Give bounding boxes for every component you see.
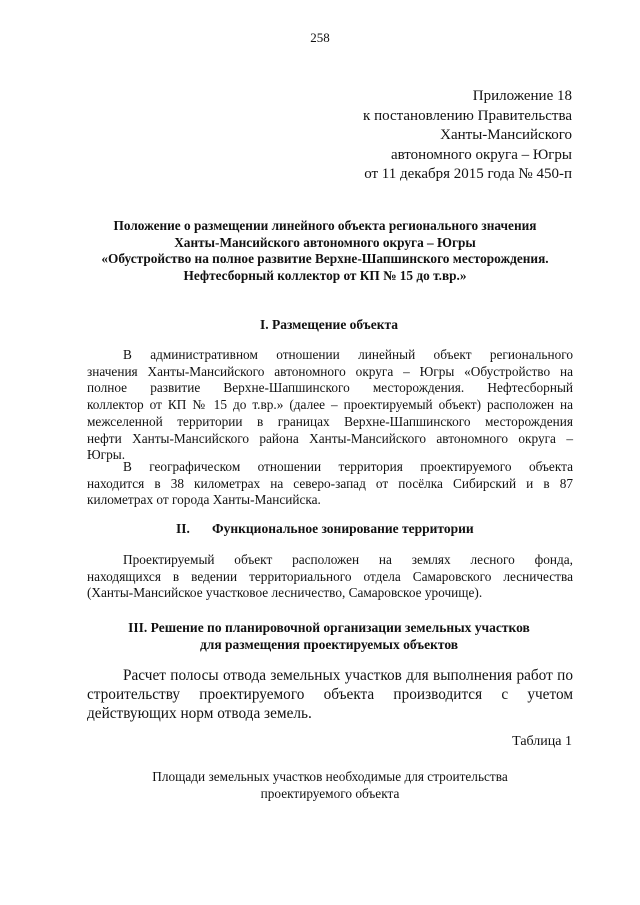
page-number: 258: [310, 30, 330, 45]
text-line: километрах от города Ханты-Мансийска.: [87, 492, 321, 508]
section3-paragraph: [87, 666, 573, 723]
appendix-line: Ханты-Мансийского: [440, 127, 572, 143]
section2-paragraph: [87, 552, 573, 602]
text-line: В административном отношении линейный объект регионального: [123, 347, 573, 362]
title-line: Положение о размещении линейного объекта регионального значения: [113, 218, 537, 233]
appendix-line: от 11 декабря 2015 года № 450-п: [364, 166, 572, 182]
title-line: Нефтесборный коллектор от КП № 15 до т.вр.»: [183, 268, 467, 284]
section2-title: Функциональное зонирование территории: [212, 521, 474, 536]
text-line: (Ханты-Мансийское участковое лесничество, Самаровское урочище).: [87, 585, 483, 601]
text-line: Югры.: [87, 447, 126, 463]
title-line: Ханты-Мансийского автономного округа – Югры: [174, 234, 476, 250]
section1-paragraph1: [87, 347, 573, 464]
text-line: коллектор от КП № 15 до т.вр.» (далее – проектируемый объект) расположен на: [87, 397, 573, 413]
appendix-line: к постановлению Правительства: [363, 107, 572, 124]
appendix-block: [363, 87, 572, 185]
title-line: «Обустройство на полное развитие Верхне-Шапшинского месторождения.: [101, 251, 549, 267]
text-line: значения Ханты-Мансийского автономного округа – Югры «Обустройство на: [87, 363, 573, 379]
text-line: нефти Ханты-Мансийского района Ханты-Мансийского автономного округа –: [87, 430, 573, 446]
text-line: находящихся в ведении территориального отдела Самаровского лесничества: [87, 568, 573, 584]
section3-heading: [86, 620, 572, 653]
text-line: В географическом отношении территория проектируемого объекта: [123, 459, 573, 474]
document-title: [70, 218, 580, 285]
heading-line: для размещения проектируемых объектов: [199, 636, 459, 652]
text-line: строительству проектируемого объекта производится с учетом: [87, 686, 573, 703]
table-label: Таблица 1: [512, 734, 572, 749]
appendix-line: Приложение 18: [472, 88, 572, 104]
text-line: находится в 38 километрах на северо-запад от посёлка Сибирский и в 87: [87, 475, 573, 491]
appendix-line: автономного округа – Югры: [390, 146, 572, 163]
caption-line: проектируемого объекта: [260, 785, 400, 801]
section1-paragraph2: [87, 459, 573, 509]
text-line: Проектируемый объект расположен на землях лесного фонда,: [123, 552, 573, 567]
text-line: межселенной территории в границах Верхне-Шапшинского месторождения: [87, 413, 573, 429]
heading-line: III. Решение по планировочной организации земельных участков: [128, 620, 530, 635]
table-caption: [60, 769, 600, 802]
section2-number: II.: [176, 521, 190, 536]
caption-line: Площади земельных участков необходимые для строительства: [152, 769, 508, 784]
section1-heading: I. Размещение объекта: [259, 317, 399, 332]
text-line: полное развитие Верхне-Шапшинского месторождения. Нефтесборный: [87, 380, 573, 396]
text-line: Расчет полосы отвода земельных участков для выполнения работ по: [123, 667, 573, 684]
text-line: действующих норм отвода земель.: [87, 705, 312, 722]
